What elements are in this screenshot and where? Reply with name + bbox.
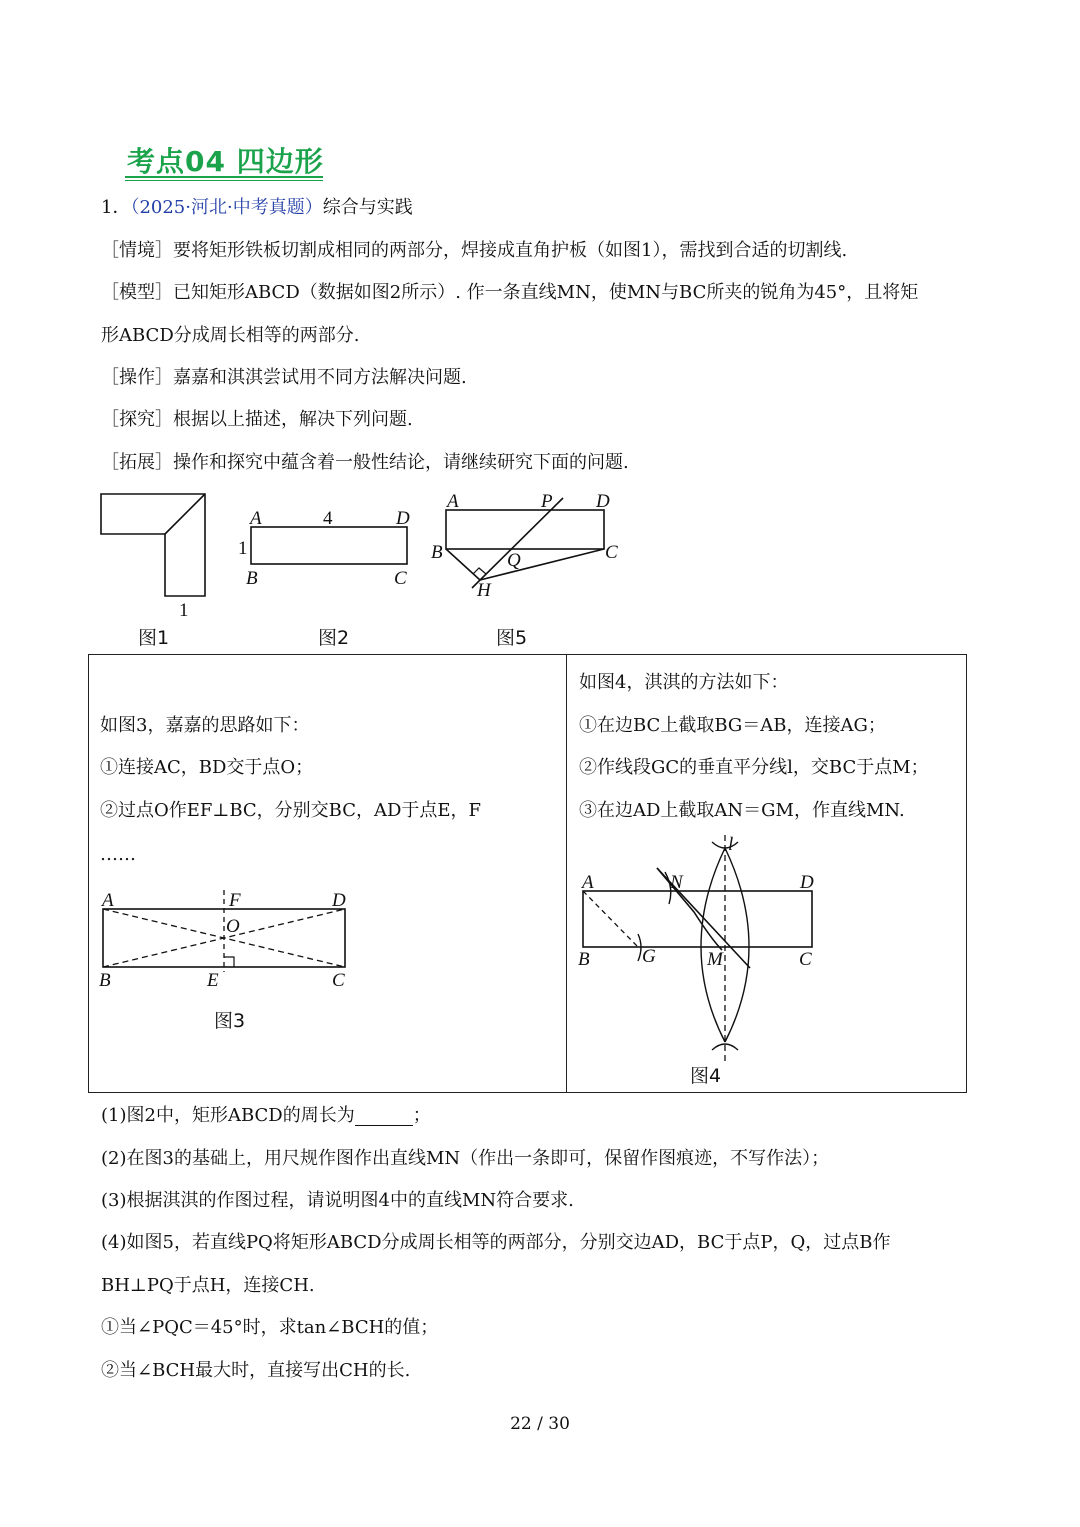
fig3-label-f: F (229, 890, 241, 911)
fig3-label-o: O (226, 916, 240, 937)
fig4-label-d: D (800, 872, 814, 893)
segment-ch (480, 549, 604, 580)
fig5-label-p: P (541, 491, 553, 512)
operation-text: ［操作］嘉嘉和淇淇尝试用不同方法解决问题. (101, 367, 467, 388)
fig5-label-a: A (447, 491, 459, 512)
fig5-label-d: D (596, 491, 610, 512)
fig4-label-m: M (707, 949, 723, 970)
title-underline (125, 176, 323, 181)
question-source: （2025·河北·中考真题） (130, 197, 323, 218)
figure-3 (92, 882, 362, 992)
fig2-label-c: C (394, 568, 407, 589)
fig4-label-l: l (728, 834, 734, 855)
qiqi-step-1: ①在边BC上截取BG＝AB，连接AG； (579, 715, 886, 736)
figure-1-caption: 图1 (138, 627, 170, 649)
figure-4-caption: 图4 (690, 1065, 722, 1087)
sub-question-4-line1: (4)如图5，若直线PQ将矩形ABCD分成周长相等的两部分，分别交边AD，BC于点P，Q，过点B作 (101, 1232, 891, 1253)
page-number: 22 / 30 (510, 1414, 570, 1434)
figure-4 (572, 830, 832, 1065)
fig5-label-b: B (431, 542, 443, 563)
explore-text: ［探究］根据以上描述，解决下列问题. (101, 409, 413, 430)
sub-question-2: (2)在图3的基础上，用尺规作图作出直线MN（作出一条即可，保留作图痕迹，不写作法）； (101, 1148, 830, 1169)
qiqi-step-3: ③在边AD上截取AN＝GM，作直线MN. (579, 800, 905, 821)
fig4-label-g: G (642, 946, 656, 967)
fig3-label-a: A (102, 890, 114, 911)
jiajia-intro: 如图3，嘉嘉的思路如下： (100, 715, 310, 736)
question-topic: 综合与实践 (322, 197, 413, 218)
model-text-line2: 形ABCD分成周长相等的两部分. (101, 325, 360, 346)
question-header (101, 198, 413, 218)
question-number: 1． (101, 197, 131, 218)
section-title: 考点04 四边形 (127, 145, 324, 178)
figure-3-caption: 图3 (214, 1010, 246, 1032)
sub-question-3: (3)根据淇淇的作图过程，请说明图4中的直线MN符合要求. (101, 1190, 574, 1211)
qiqi-intro: 如图4，淇淇的方法如下： (579, 672, 789, 693)
fig3-label-b: B (99, 970, 111, 991)
right-angle-mark (224, 957, 234, 967)
fig5-label-q: Q (507, 550, 521, 571)
rectangle-abcd (251, 527, 407, 564)
figure-2-caption: 图2 (318, 627, 350, 649)
figure-5-caption: 图5 (496, 627, 528, 649)
segment-bh (446, 549, 480, 580)
figure-5 (425, 488, 625, 603)
model-text-line1: ［模型］已知矩形ABCD（数据如图2所示）. 作一条直线MN，使MN与BC所夹的锐角为45°，且将矩 (101, 282, 919, 303)
right-angle-mark (473, 568, 486, 574)
rectangle-abcd (446, 510, 604, 549)
fig2-side-length: 1 (238, 538, 248, 559)
sub-question-4-part2: ②当∠BCH最大时，直接写出CH的长. (101, 1360, 411, 1381)
sub-question-4-part1: ①当∠PQC＝45°时，求tan∠BCH的值； (101, 1317, 439, 1338)
situation-text: ［情境］要将矩形铁板切割成相同的两部分，焊接成直角护板（如图1），需找到合适的切割线. (101, 240, 848, 261)
bisector-arc-left (701, 848, 725, 1042)
fig4-label-a: A (582, 872, 594, 893)
figure-2 (230, 500, 420, 592)
q1-end: ； (412, 1105, 431, 1126)
sub-question-1 (101, 1106, 431, 1126)
fig4-label-c: C (799, 949, 812, 970)
fig1-length-label: 1 (179, 600, 189, 621)
jiajia-ellipsis: …… (100, 844, 136, 865)
extend-text: ［拓展］操作和探究中蕴含着一般性结论，请继续研究下面的问题. (101, 452, 629, 473)
fig2-label-b: B (246, 568, 258, 589)
weld-line (165, 494, 205, 534)
sub-question-4-line2: BH⊥PQ于点H，连接CH. (101, 1275, 315, 1296)
figure-1 (95, 488, 220, 623)
jiajia-step-1: ①连接AC，BD交于点O； (100, 757, 314, 778)
q1-text: (1)图2中，矩形ABCD的周长为 (101, 1105, 355, 1126)
fig4-label-n: N (670, 872, 683, 893)
fig2-top-length: 4 (323, 508, 333, 529)
qiqi-step-2: ②作线段GC的垂直平分线l，交BC于点M； (579, 757, 929, 778)
fig3-label-d: D (332, 890, 346, 911)
fig5-label-c: C (605, 542, 618, 563)
rectangle-abcd (583, 891, 812, 947)
fig2-label-a: A (250, 508, 262, 529)
fig5-label-h: H (477, 580, 491, 601)
fig4-label-b: B (578, 949, 590, 970)
fig3-label-e: E (207, 970, 219, 991)
answer-blank[interactable] (355, 1109, 413, 1126)
methods-divider (566, 654, 567, 1093)
fig3-label-c: C (332, 970, 345, 991)
fig2-label-d: D (396, 508, 410, 529)
segment-ag (583, 891, 638, 947)
jiajia-step-2: ②过点O作EF⊥BC，分别交BC，AD于点E，F (100, 800, 482, 821)
